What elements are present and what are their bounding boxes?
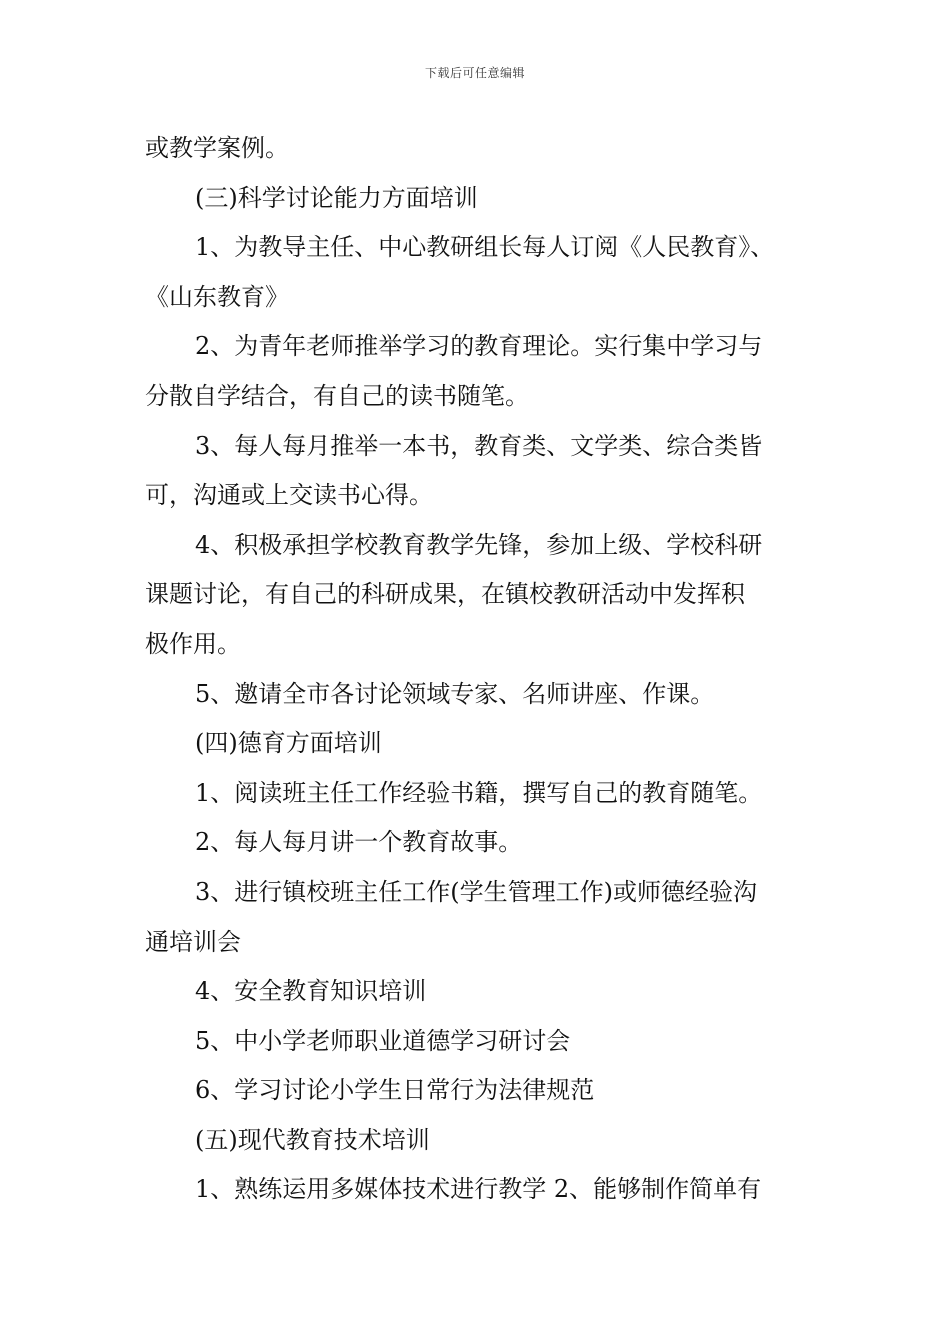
text-line: 1、熟练运用多媒体技术进行教学 2、能够制作简单有 xyxy=(195,1175,762,1204)
text-line: 或教学案例。 xyxy=(145,134,289,162)
text-line: 极作用。 xyxy=(145,629,241,658)
text-line: 分散自学结合，有自己的读书随笔。 xyxy=(145,381,529,410)
text-line: 2、每人每月讲一个教育故事。 xyxy=(195,828,523,857)
text-line: (三)科学讨论能力方面培训 xyxy=(195,183,478,212)
text-line: 4、积极承担学校教育教学先锋，参加上级、学校科研 xyxy=(195,530,763,559)
text-line: 《山东教育》 xyxy=(145,282,289,311)
text-line: 6、学习讨论小学生日常行为法律规范 xyxy=(195,1076,595,1105)
text-line: (四)德育方面培训 xyxy=(195,729,382,758)
text-line: 5、邀请全市各讨论领域专家、名师讲座、作课。 xyxy=(195,679,715,708)
text-line: 4、安全教育知识培训 xyxy=(195,977,427,1006)
text-line: 3、进行镇校班主任工作(学生管理工作)或师德经验沟 xyxy=(195,877,757,906)
text-line: 3、每人每月推举一本书，教育类、文学类、综合类皆 xyxy=(195,431,763,460)
text-line: 通培训会 xyxy=(145,927,241,956)
page-header: 下载后可任意编辑 xyxy=(424,66,525,80)
text-line: 1、阅读班主任工作经验书籍，撰写自己的教育随笔。 xyxy=(195,778,763,807)
text-line: (五)现代教育技术培训 xyxy=(195,1125,430,1154)
document-body xyxy=(145,124,817,1215)
text-line: 5、中小学老师职业道德学习研讨会 xyxy=(195,1026,571,1055)
text-line: 课题讨论，有自己的科研成果，在镇校教研活动中发挥积 xyxy=(145,580,745,609)
text-line: 1、为教导主任、中心教研组长每人订阅《人民教育》、 xyxy=(195,233,775,262)
text-line: 可，沟通或上交读书心得。 xyxy=(145,481,433,510)
text-line: 2、为青年老师推举学习的教育理论。实行集中学习与 xyxy=(195,332,763,361)
